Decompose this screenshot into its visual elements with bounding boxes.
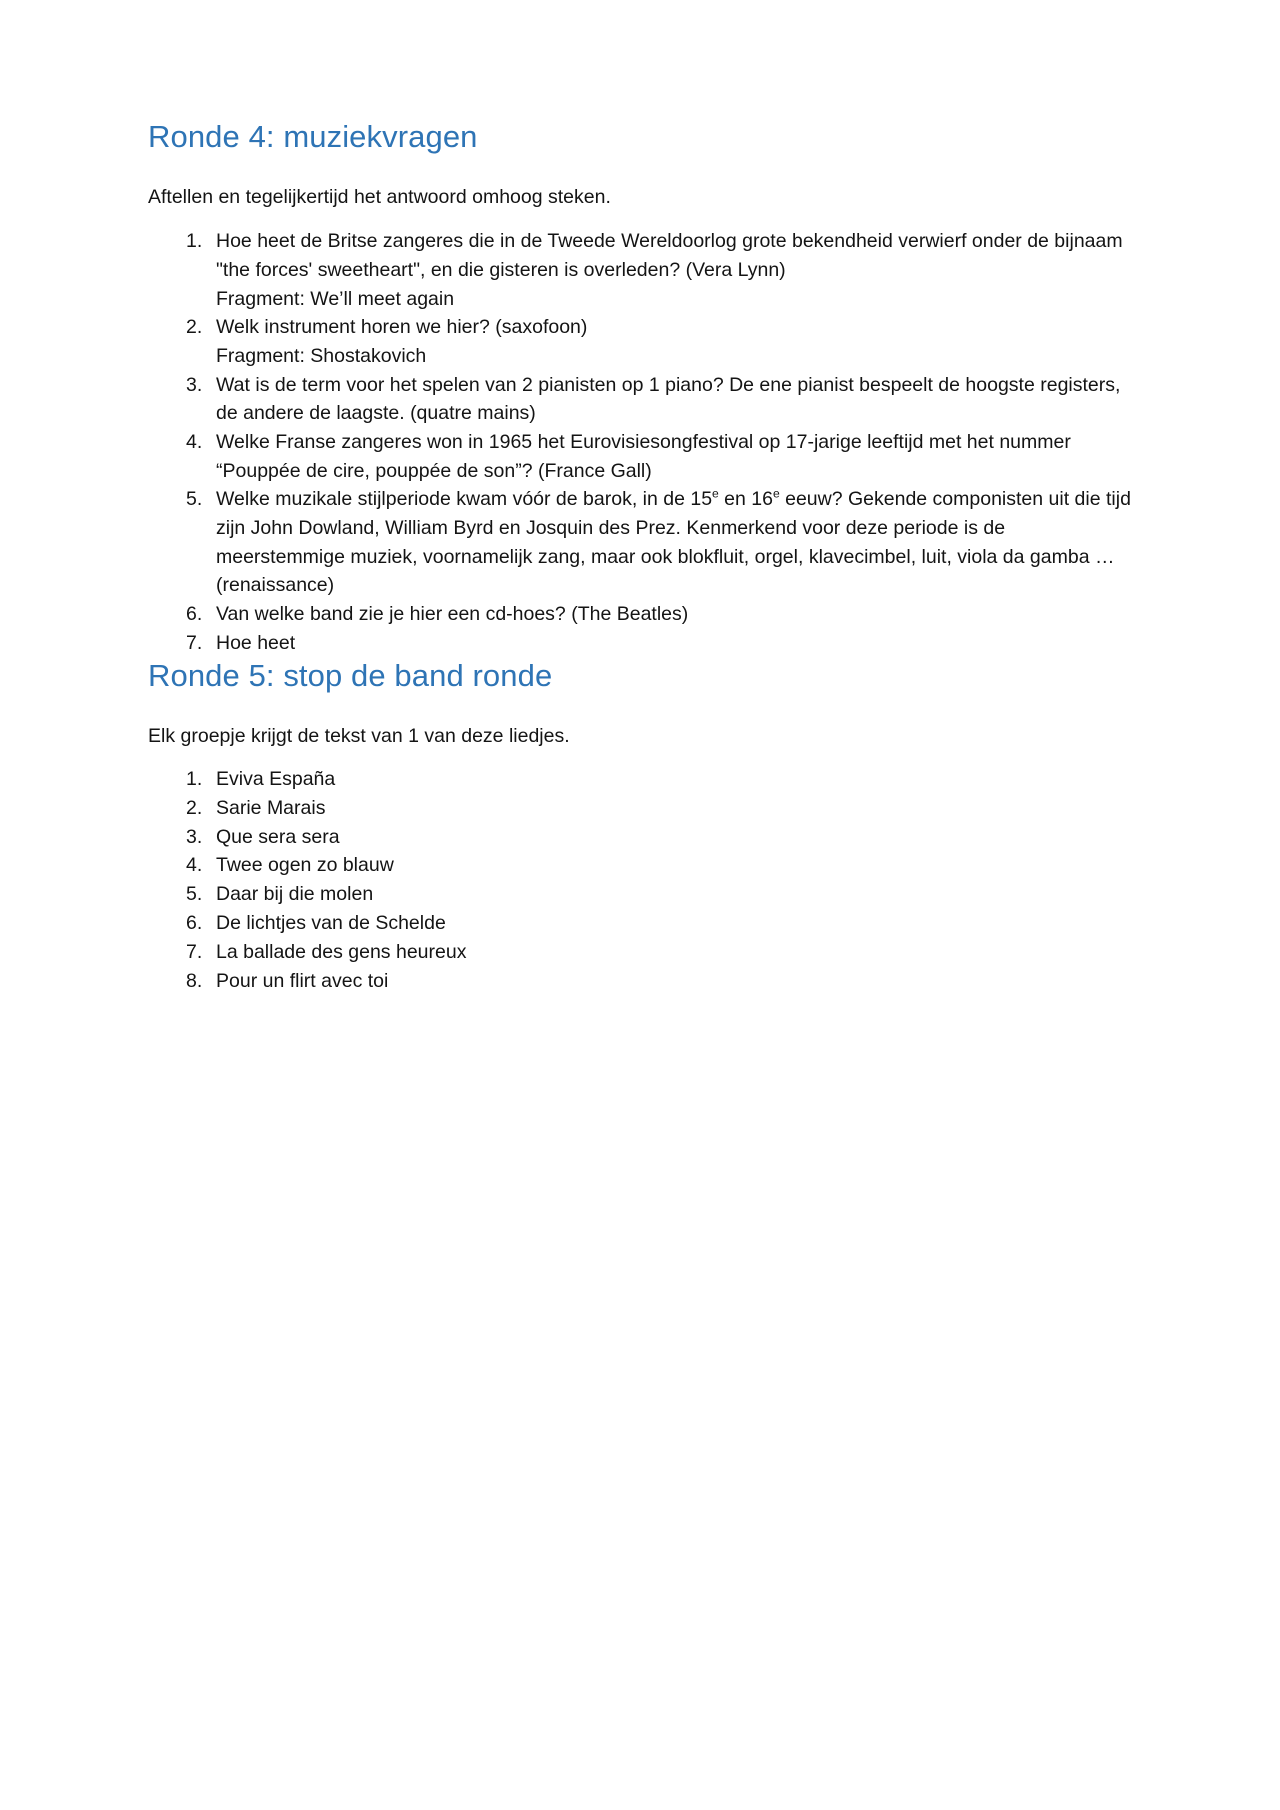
song-list-ronde-5 <box>148 766 1133 996</box>
list-item <box>148 852 1133 880</box>
list-item <box>148 881 1133 909</box>
song-title: La ballade des gens heureux <box>216 941 467 963</box>
list-item <box>148 600 1133 629</box>
section-intro-ronde-4: Aftellen en tegelijkertijd het antwoord omhoog steken. <box>148 186 611 209</box>
question-text-part-1: Welke muzikale stijlperiode kwam vóór de barok, in de 15 <box>216 488 713 511</box>
list-item <box>148 910 1133 938</box>
list-item <box>148 968 1133 996</box>
list-item <box>148 428 1133 485</box>
question-fragment: Fragment: We’ll meet again <box>216 287 455 310</box>
song-title: Pour un flirt avec toi <box>216 969 389 992</box>
question-text: Van welke band zie je hier een cd-hoes? (The Beatles) <box>216 602 689 625</box>
song-title: De lichtjes van de Schelde <box>216 912 446 935</box>
question-text: Hoe heet <box>216 631 296 654</box>
question-text: Hoe heet de Britse zangeres die in de Tweede Wereldoorlog grote bekendheid verwierf onder de bijnaam "the forces' sweetheart", en die gisteren is overleden? (Vera Lynn) <box>216 230 1123 282</box>
question-text-part-3: eeuw? Gekende componisten uit die tijd zijn John Dowland, William Byrd en Josquin des Prez. Kenmerkend voor deze periode is de meerstemmige muziek, voornamelijk zang, maar ook blokfluit, orgel, klavecimbel, luit, viola da gamba … (renaissance) <box>216 488 1131 597</box>
list-item <box>148 766 1133 794</box>
song-title: Daar bij die molen <box>216 883 374 906</box>
song-title: Sarie Marais <box>216 796 326 819</box>
section-intro-ronde-5: Elk groepje krijgt de tekst van 1 van deze liedjes. <box>148 725 570 748</box>
question-text: Welke Franse zangeres won in 1965 het Eurovisiesongfestival op 17-jarige leeftijd met het nummer “Pouppée de cire, pouppée de son”? (France Gall) <box>216 431 1071 482</box>
list-item <box>148 485 1133 600</box>
song-title: Eviva España <box>216 767 336 790</box>
question-text: Wat is de term voor het spelen van 2 pianisten op 1 piano? De ene pianist bespeelt de hoogste registers, de andere de laagste. (quatre mains) <box>216 373 1121 425</box>
ordinal-superscript-16e: e <box>772 486 780 501</box>
section-heading-ronde-5: Ronde 5: stop de band ronde <box>148 658 553 694</box>
song-title: Twee ogen zo blauw <box>216 854 394 877</box>
document-body <box>148 118 1133 996</box>
list-item <box>148 939 1133 967</box>
list-item <box>148 824 1133 852</box>
list-item <box>148 795 1133 823</box>
list-item <box>148 227 1133 313</box>
question-text: Welk instrument horen we hier? (saxofoon) <box>216 316 588 339</box>
question-list-ronde-4 <box>148 227 1133 657</box>
question-fragment: Fragment: Shostakovich <box>216 345 427 368</box>
ordinal-superscript-15e: e <box>712 486 719 501</box>
list-item <box>148 313 1133 370</box>
song-title: Que sera sera <box>216 825 340 848</box>
list-item <box>148 629 1133 658</box>
list-item <box>148 371 1133 428</box>
question-text-part-2: en 16 <box>718 488 773 511</box>
section-heading-ronde-4: Ronde 4: muziekvragen <box>148 119 478 154</box>
